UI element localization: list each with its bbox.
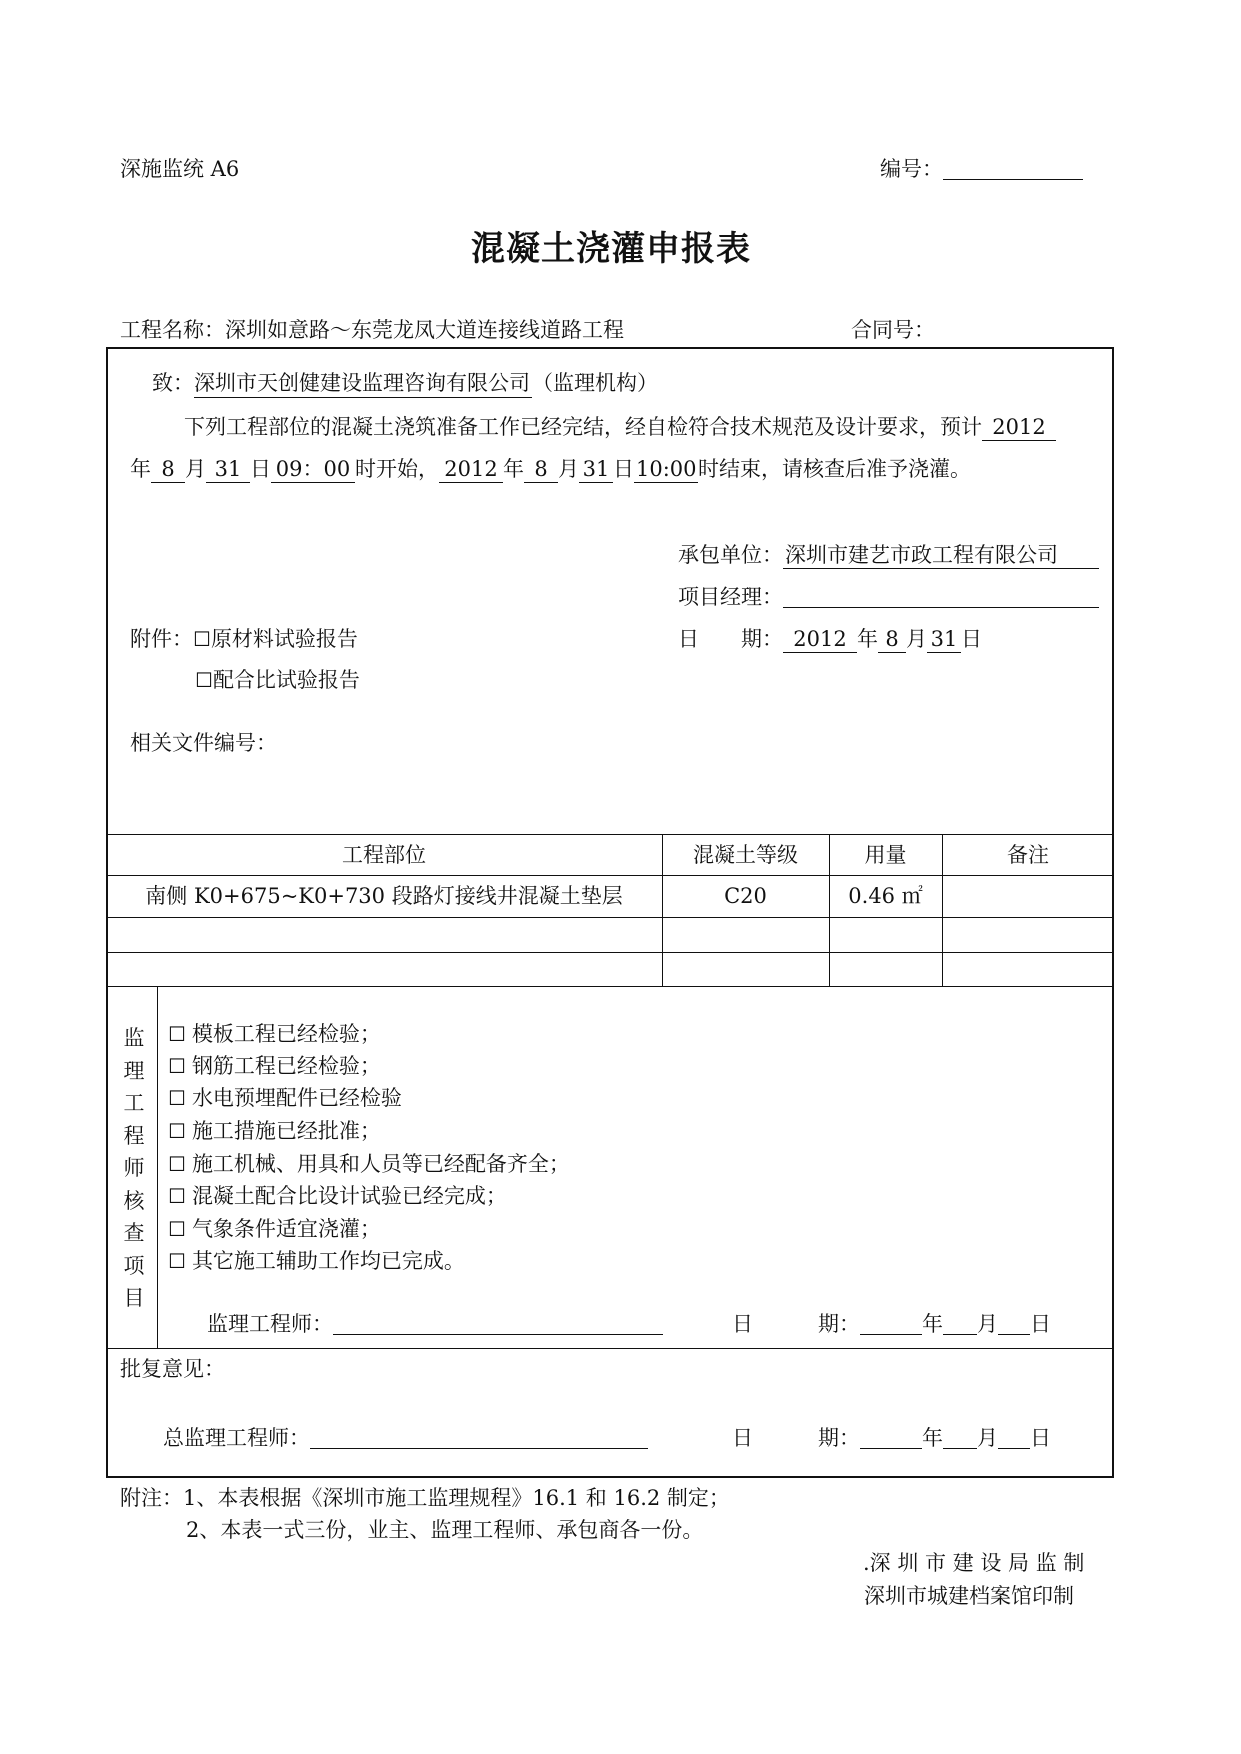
number-field <box>880 159 1083 180</box>
body-text-line <box>184 417 1056 441</box>
table-header-line <box>106 875 1114 876</box>
year-char: 年 <box>130 457 151 481</box>
table-row-line <box>106 917 1114 918</box>
day-char: 日 <box>1030 1312 1051 1336</box>
chief-label: 总监理工程师： <box>163 1426 310 1450</box>
day-char: 日 <box>613 457 634 481</box>
inspection-item <box>168 1251 465 1272</box>
time-range-line <box>130 459 971 483</box>
inspection-item <box>168 1088 402 1109</box>
contract-number-label: 合同号： <box>851 318 935 342</box>
table-cell-grade: C20 <box>724 884 767 908</box>
date-month: 8 <box>878 629 906 653</box>
end-month: 8 <box>524 459 558 483</box>
checkbox-icon[interactable]: ☐ <box>168 1152 186 1176</box>
inspection-date-label-a: 日 <box>732 1312 753 1336</box>
checkbox-icon[interactable]: ☐ <box>168 1184 186 1208</box>
inspection-item <box>168 1024 381 1045</box>
contractor-label: 承包单位： <box>678 543 783 567</box>
inspection-item-label: 其它施工辅助工作均已完成。 <box>191 1249 465 1273</box>
engineer-signature-line <box>207 1314 663 1335</box>
inspection-item-label: 水电预埋配件已经检验 <box>191 1086 402 1110</box>
table-bottom-line <box>106 986 1114 987</box>
checkbox-icon[interactable]: ☐ <box>168 1217 186 1241</box>
inspection-side-label <box>122 1022 146 1315</box>
engineer-signature-blank[interactable] <box>333 1314 663 1335</box>
end-time: 10:00 <box>636 457 697 481</box>
end-year: 2012 <box>439 459 503 483</box>
day-char: 日 <box>961 627 982 651</box>
side-char: 师 <box>123 1156 145 1180</box>
manager-blank[interactable] <box>783 587 1099 608</box>
table-header-grade: 混凝土等级 <box>693 843 798 867</box>
table-row-line <box>106 952 1114 953</box>
side-char: 理 <box>123 1058 145 1083</box>
number-label: 编号： <box>880 157 943 181</box>
side-char: 程 <box>123 1123 145 1148</box>
inspection-item-label: 钢筋工程已经检验； <box>191 1054 381 1078</box>
table-header-quantity: 用量 <box>864 843 907 867</box>
contractor-line <box>678 545 1099 569</box>
side-char: 监 <box>123 1026 145 1050</box>
table-header-part: 工程部位 <box>342 843 426 867</box>
day-char: 日 <box>250 457 271 481</box>
end-day: 31 <box>579 459 613 483</box>
month-char: 月 <box>906 627 927 651</box>
checkbox-icon[interactable]: ☐ <box>195 668 213 692</box>
related-docs-label: 相关文件编号： <box>130 731 277 755</box>
start-day: 31 <box>206 459 250 483</box>
contractor-value: 深圳市建艺市政工程有限公司 <box>783 545 1099 569</box>
printer-credit: 深圳市城建档案馆印制 <box>864 1584 1074 1608</box>
chief-signature-line <box>163 1428 648 1449</box>
approval-top-line <box>106 1348 1114 1349</box>
form-frame <box>106 347 1114 1478</box>
day-blank[interactable] <box>998 1314 1030 1335</box>
year-blank[interactable] <box>860 1428 922 1449</box>
day-blank[interactable] <box>998 1428 1030 1449</box>
date-day: 31 <box>927 629 961 653</box>
year-char: 年 <box>922 1312 943 1336</box>
checkbox-icon[interactable]: ☐ <box>168 1022 186 1046</box>
checkbox-icon[interactable]: ☐ <box>168 1054 186 1078</box>
body-text: 下列工程部位的混凝土浇筑准备工作已经完结，经自检符合技术规范及设计要求，预计 <box>184 415 982 439</box>
inspection-item <box>168 1154 570 1175</box>
page-title: 混凝土浇灌申报表 <box>471 229 751 269</box>
table-top-line <box>106 834 1114 835</box>
start-time: 09：00 <box>271 459 355 483</box>
checkbox-icon[interactable]: ☐ <box>193 627 211 651</box>
start-year: 2012 <box>982 417 1056 441</box>
inspection-divider <box>157 986 158 1348</box>
side-char: 查 <box>123 1221 145 1245</box>
year-char: 年 <box>857 627 878 651</box>
addressee-line <box>152 373 658 398</box>
form-code: 深施监统 A6 <box>120 157 240 181</box>
inspection-item-label: 气象条件适宜浇灌； <box>191 1217 381 1241</box>
inspection-item <box>168 1056 381 1077</box>
month-blank[interactable] <box>943 1314 977 1335</box>
checkbox-icon[interactable]: ☐ <box>168 1119 186 1143</box>
date-label: 期： <box>818 1312 860 1336</box>
year-char: 年 <box>922 1426 943 1450</box>
attachment-line-1 <box>130 629 358 650</box>
checkbox-icon[interactable]: ☐ <box>168 1249 186 1273</box>
number-blank[interactable] <box>943 159 1083 180</box>
inspection-item <box>168 1186 507 1207</box>
manager-label: 项目经理： <box>678 585 783 609</box>
month-char: 月 <box>977 1426 998 1450</box>
manager-line <box>678 587 1099 608</box>
table-cell-part: 南侧 K0+675~K0+730 段路灯接线井混凝土垫层 <box>145 884 623 908</box>
table-cell-quantity: 0.46 ㎡ <box>848 884 923 908</box>
table-header-remarks: 备注 <box>1007 843 1049 867</box>
inspection-item-label: 施工机械、用具和人员等已经配备齐全； <box>191 1152 570 1176</box>
inspection-item <box>168 1121 381 1142</box>
side-char: 核 <box>123 1188 145 1213</box>
attachment-line-2 <box>195 670 360 691</box>
addressee-value: 深圳市天创健建设监理咨询有限公司 <box>194 373 532 398</box>
note-2: 2、本表一式三份，业主、监理工程师、承包商各一份。 <box>186 1518 704 1542</box>
project-name-label: 工程名称： <box>120 318 225 342</box>
end-suffix: 时结束，请核查后准予浇灌。 <box>698 457 971 481</box>
year-blank[interactable] <box>860 1314 922 1335</box>
addressee-label: 致： <box>152 371 194 395</box>
month-blank[interactable] <box>943 1428 977 1449</box>
side-char: 目 <box>123 1286 145 1310</box>
checkbox-icon[interactable]: ☐ <box>168 1086 186 1110</box>
supervisor-credit: .深 圳 市 建 设 局 监 制 <box>863 1551 1085 1575</box>
date-label: 期： <box>818 1426 860 1450</box>
approval-date-line <box>818 1428 1051 1449</box>
day-char: 日 <box>1030 1426 1051 1450</box>
month-char: 月 <box>977 1312 998 1336</box>
project-name <box>120 320 624 341</box>
approval-date-label-a: 日 <box>732 1426 753 1450</box>
start-month: 8 <box>151 459 185 483</box>
side-char: 项 <box>123 1253 145 1278</box>
side-char: 工 <box>123 1091 145 1115</box>
inspection-item-label: 混凝土配合比设计试验已经完成； <box>191 1184 507 1208</box>
attachment-1: 原材料试验报告 <box>210 627 358 651</box>
chief-signature-blank[interactable] <box>310 1428 648 1449</box>
application-date-line <box>678 629 982 653</box>
inspection-item-label: 模板工程已经检验； <box>191 1022 381 1046</box>
inspection-item <box>168 1219 381 1240</box>
date-label: 日 期： <box>678 627 783 651</box>
project-name-value: 深圳如意路～东莞龙凤大道连接线道路工程 <box>225 318 624 342</box>
month-char: 月 <box>185 457 206 481</box>
approval-opinion-label: 批复意见： <box>120 1357 225 1381</box>
date-year: 2012 <box>783 629 857 653</box>
attachment-2: 配合比试验报告 <box>212 668 360 692</box>
addressee-suffix: （监理机构） <box>532 371 658 395</box>
start-suffix: 时开始， <box>355 457 439 481</box>
inspection-date-line <box>818 1314 1051 1335</box>
engineer-label: 监理工程师： <box>207 1312 333 1336</box>
inspection-item-label: 施工措施已经批准； <box>191 1119 381 1143</box>
note-1: 附注：1、本表根据《深圳市施工监理规程》16.1 和 16.2 制定； <box>120 1486 730 1510</box>
year-char: 年 <box>503 457 524 481</box>
attachments-label: 附件： <box>130 627 193 651</box>
month-char: 月 <box>558 457 579 481</box>
